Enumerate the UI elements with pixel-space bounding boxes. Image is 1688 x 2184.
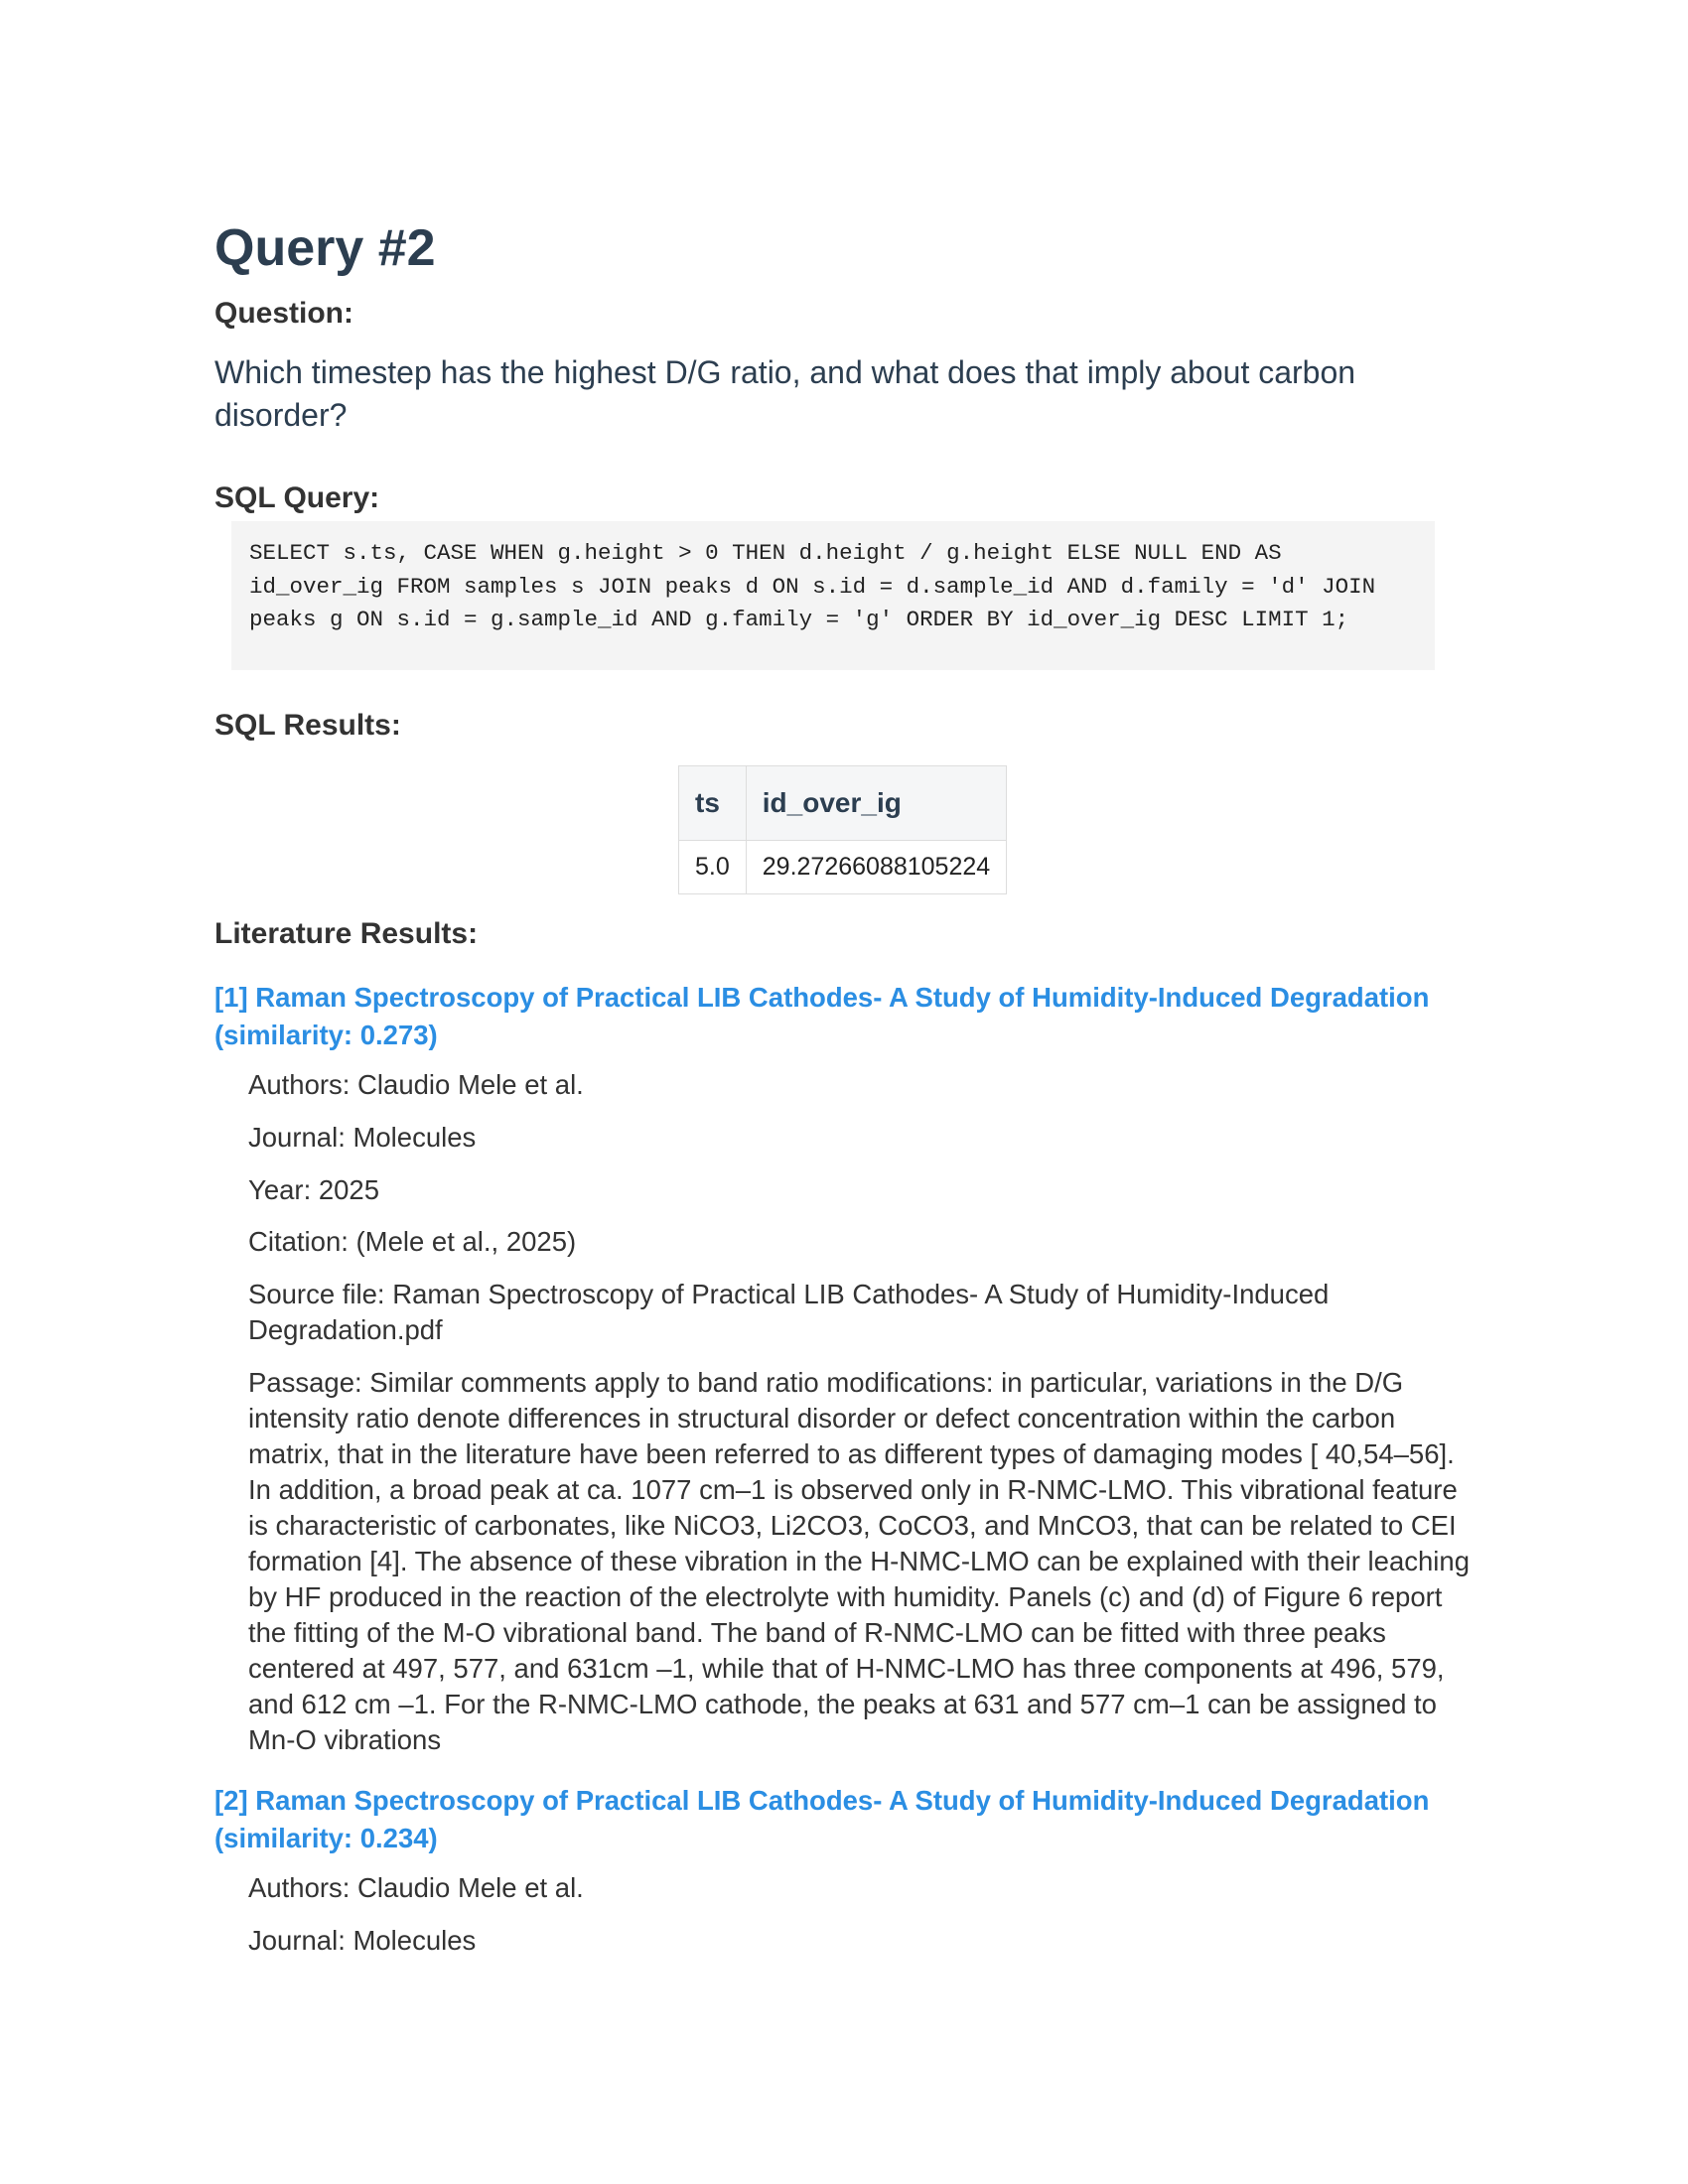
cell-ts: 5.0 — [679, 841, 747, 894]
question-text: Which timestep has the highest D/G ratio, and what does that imply about carbon disorder? — [214, 354, 1356, 433]
sql-code-block: SELECT s.ts, CASE WHEN g.height > 0 THEN d.height / g.height ELSE NULL END AS id_over_ig FROM samples s JOIN peaks d ON s.id = d.sample_id AND d.family = 'd' JOIN peaks g ON s.id = g.sample_id AND g.family = 'g' ORDER BY id_over_ig DESC LIMIT 1; — [231, 521, 1435, 670]
sql-results-label: SQL Results: — [214, 709, 401, 742]
sql-query-label: SQL Query: — [214, 481, 380, 514]
reference-2-title[interactable]: [2] Raman Spectroscopy of Practical LIB Cathodes- A Study of Humidity-Induced Degradation (similarity: 0.234) — [214, 1785, 1430, 1853]
sql-results-table — [678, 765, 1007, 894]
literature-results-label: Literature Results: — [214, 917, 479, 950]
table-row — [679, 841, 1007, 894]
reference-1-citation: Citation: (Mele et al., 2025) — [248, 1226, 577, 1257]
reference-1-passage: Passage: Similar comments apply to band ratio modifications: in particular, variations in the D/G intensity ratio denote differences in structural disorder or defect concentration within the carbon matrix, that in the literature have been referred to as different types of damaging modes [ 40,54–56]. In addition, a broad peak at ca. 1077 cm–1 is observed only in R-NMC-LMO. This vibrational feature is characteristic of carbonates, like NiCO3, Li2CO3, CoCO3, and MnCO3, that can be related to CEI formation [4]. The absence of these vibration in the H-NMC-LMO can be explained with their leaching by HF produced in the reaction of the electrolyte with humidity. Panels (c) and (d) of Figure 6 report the fitting of the M-O vibrational band. The band of R-NMC-LMO can be fitted with three peaks centered at 497, 577, and 631cm –1, while that of H-NMC-LMO has three components at 496, 579, and 612 cm –1. For the R-NMC-LMO cathode, the peaks at 631 and 577 cm–1 can be assigned to Mn-O vibrations — [248, 1367, 1470, 1755]
reference-1-year: Year: 2025 — [248, 1174, 380, 1205]
reference-1-source-file: Source file: Raman Spectroscopy of Practical LIB Cathodes- A Study of Humidity-Induced Degradation.pdf — [248, 1279, 1330, 1345]
reference-1-title[interactable]: [1] Raman Spectroscopy of Practical LIB Cathodes- A Study of Humidity-Induced Degradation (similarity: 0.273) — [214, 982, 1430, 1050]
reference-1-journal: Journal: Molecules — [248, 1122, 477, 1153]
cell-id-over-ig: 29.27266088105224 — [746, 841, 1006, 894]
column-header-id-over-ig: id_over_ig — [746, 766, 1006, 841]
table-header-row — [679, 766, 1007, 841]
reference-2-authors: Authors: Claudio Mele et al. — [248, 1872, 584, 1903]
question-label: Question: — [214, 297, 353, 330]
column-header-ts: ts — [679, 766, 747, 841]
reference-2-journal: Journal: Molecules — [248, 1925, 477, 1956]
page-title: Query #2 — [214, 219, 436, 277]
reference-1-authors: Authors: Claudio Mele et al. — [248, 1069, 584, 1100]
